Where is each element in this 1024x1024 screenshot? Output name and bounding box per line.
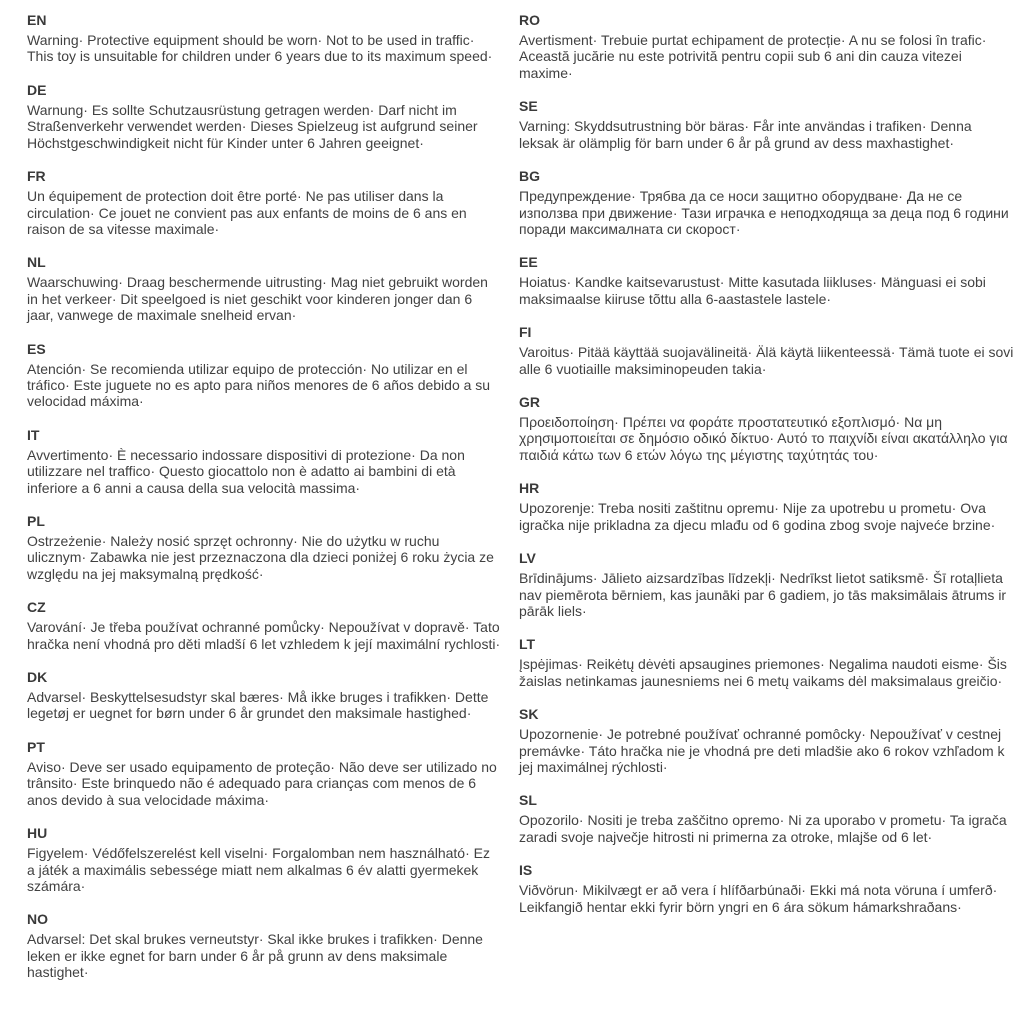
language-code: EE — [519, 254, 538, 271]
language-code: IT — [27, 426, 40, 443]
warning-text: Brīdinājums· Jālieto aizsardzības līdzekļi· Nedrīkst lietot satiksmē· Šī rotaļlieta nav piemērota bērniem, kas jaunāki par 6 gadiem, jo tās maksimālais ātrums ir pārāk liels· — [519, 570, 1007, 619]
language-section-lt — [519, 636, 1014, 689]
warning-text: Advarsel: Det skal brukes verneutstyr· Skal ikke brukes i trafikken· Denne leken er ikke egnet for barn under 6 år på grunn av dens maksimale hastighet· — [27, 931, 483, 981]
warning-text: Varoitus· Pitää käyttää suojavälineitä· Älä käytä liikenteessä· Tämä tuote ei sovi alle 6 vuotiaille maksiminopeuden takia· — [519, 344, 1014, 377]
warning-text: Upozornenie· Je potrebné používať ochranné pomôcky· Nepoužívať v cestnej premávke· Táto hračka nie je vhodná pre deti mladšie ako 6 rokov vzhľadom k jej maximálnej rýchlosti· — [519, 726, 1005, 775]
language-code: PT — [27, 738, 45, 755]
language-code: SL — [519, 792, 537, 809]
language-section-nl — [27, 254, 501, 323]
warning-text: Figyelem· Védőfelszerelést kell viselni· Forgalomban nem használható· Ez a játék a maximális sebessége miatt nem alkalmas 6 év alatti gyermekek számára· — [27, 845, 490, 894]
language-code: EN — [27, 12, 47, 28]
warning-text: Προειδοποίηση· Πρέπει να φοράτε προστατευτικό εξοπλισμό· Να μη χρησιμοποιείται σε δημόσιο οδικό δίκτυο· Αυτό το παιχνίδι είναι ακατάλληλο για παιδιά κάτω των 6 ετών λόγω της μέγιστης ταχύτητάς του· — [519, 414, 1008, 463]
language-section-fr — [27, 168, 501, 237]
warning-text: Opozorilo· Nositi je treba zaščitno opremo· Ni za uporabo v prometu· Ta igrača zaradi svoje največje hitrosti ni primerna za otroke, mlajše od 6 let· — [519, 812, 1007, 845]
warning-text: Avvertimento· È necessario indossare dispositivi di protezione· Da non utilizzare nel traffico· Questo giocattolo non è adatto ai bambini di età inferiore a 6 anni a causa della sua velocità massima· — [27, 446, 465, 496]
language-section-pl — [27, 513, 501, 582]
language-section-lv — [519, 550, 1014, 619]
language-code: DK — [27, 669, 48, 685]
language-code: LV — [519, 550, 536, 567]
warning-text: Hoiatus· Kandke kaitsevarustust· Mitte kasutada liikluses· Mänguasi ei sobi maksimaalse kiiruse tõttu alla 6-aastastele lastele· — [519, 274, 986, 307]
warning-text: Įspėjimas· Reikėtų dėvėti apsaugines priemones· Negalima naudoti eisme· Šis žaislas netinkamas jaunesniems nei 6 metų vaikams dėl maksimalaus greičio· — [519, 656, 1007, 689]
language-code: NL — [27, 254, 46, 271]
warning-text: Warning· Protective equipment should be worn· Not to be used in traffic· This toy is unsuitable for children under 6 years due to its maximum speed· — [27, 32, 493, 65]
warning-text: Warnung· Es sollte Schutzausrüstung getragen werden· Darf nicht im Straßenverkehr verwendet werden· Dieses Spielzeug ist aufgrund seiner Höchstgeschwindigkeit nicht für Kinder unter 6 Jahren geeignet· — [27, 101, 478, 151]
language-section-dk — [27, 669, 501, 722]
language-code: HU — [27, 825, 48, 842]
language-code: RO — [519, 12, 540, 28]
language-section-hu — [27, 825, 501, 894]
language-code: IS — [519, 862, 533, 879]
language-section-gr — [519, 394, 1014, 463]
language-section-no — [27, 911, 501, 980]
right-column — [519, 12, 1014, 998]
language-code: CZ — [27, 599, 46, 616]
warning-text: Atención· Se recomienda utilizar equipo de protección· No utilizar en el tráfico· Este juguete no es apto para niños menores de 6 años debido a su velocidad máxima· — [27, 360, 491, 410]
warning-text: Avertisment· Trebuie purtat echipament de protecție· A nu se folosi în trafic· Această jucărie nu este potrivită pentru copii sub 6 ani din cauza vitezei maxime· — [519, 32, 987, 81]
language-section-fi — [519, 324, 1014, 377]
language-code: FR — [27, 168, 46, 185]
language-section-sk — [519, 706, 1014, 775]
warning-text: Un équipement de protection doit être porté· Ne pas utiliser dans la circulation· Ce jouet ne convient pas aux enfants de moins de 6 ans en raison de sa vitesse maximale· — [27, 188, 467, 237]
language-section-hr — [519, 480, 1014, 533]
language-section-it — [27, 427, 501, 496]
language-code: DE — [27, 81, 47, 98]
language-section-de — [27, 82, 501, 151]
warning-text: Aviso· Deve ser usado equipamento de proteção· Não deve ser utilizado no trânsito· Este brinquedo não é adequado para crianças com menos de 6 anos devido à sua velocidade máxima· — [27, 758, 497, 808]
language-code: FI — [519, 324, 532, 341]
language-code: HR — [519, 480, 540, 497]
language-section-pt — [27, 739, 501, 808]
language-code: BG — [519, 168, 540, 185]
warning-text: Waarschuwing· Draag beschermende uitrusting· Mag niet gebruikt worden in het verkeer· Dit speelgoed is niet geschikt voor kinderen jonger dan 6 jaar, vanwege de maximale snelheid ervan· — [27, 274, 488, 324]
language-code: GR — [519, 393, 540, 410]
warning-text: Предупреждение· Трябва да се носи защитно оборудване· Да не се използва при движение· Тази играчка е неподходяща за деца под 6 години поради максималната си скорост· — [519, 188, 1009, 237]
language-code: PL — [27, 512, 45, 529]
language-code: SE — [519, 98, 538, 115]
language-section-en — [27, 12, 501, 65]
language-section-se — [519, 98, 1014, 151]
warning-text: Varování· Je třeba používat ochranné pomůcky· Nepoužívat v dopravě· Tato hračka není vhodná pro děti mladší 6 let vzhledem k její maximální rychlosti· — [27, 619, 501, 652]
language-section-bg — [519, 168, 1014, 237]
warning-text: Varning: Skyddsutrustning bör bäras· Får inte användas i trafiken· Denna leksak är olämplig för barn under 6 år på grund av dess maxhastighet· — [519, 118, 972, 151]
language-code: NO — [27, 911, 48, 928]
language-code: SK — [519, 706, 539, 723]
language-code: LT — [519, 636, 536, 653]
language-section-sl — [519, 792, 1014, 845]
language-section-ee — [519, 254, 1014, 307]
warning-text: Viðvörun· Mikilvægt er að vera í hlífðarbúnaði· Ekki má nota vöruna í umferð· Leikfangið hentar ekki fyrir börn yngri en 6 ára sökum hámarkshraðans· — [519, 882, 998, 915]
warning-text: Advarsel· Beskyttelsesudstyr skal bæres· Må ikke bruges i trafikken· Dette legetøj er uegnet for børn under 6 år grundet den maksimale hastighed· — [27, 689, 489, 722]
language-section-is — [519, 862, 1014, 915]
language-section-es — [27, 341, 501, 410]
warning-text: Ostrzeżenie· Należy nosić sprzęt ochronny· Nie do użytku w ruchu ulicznym· Zabawka nie jest przeznaczona dla dzieci poniżej 6 roku życia ze względu na jej maksymalną prędkość· — [27, 533, 494, 582]
warning-text: Upozorenje: Treba nositi zaštitnu opremu· Nije za upotrebu u prometu· Ova igračka nije prikladna za djecu mlađu od 6 godina zbog svoje najveće brzine· — [519, 500, 996, 533]
language-code: ES — [27, 340, 46, 357]
language-section-cz — [27, 599, 501, 652]
language-section-ro — [519, 12, 1014, 81]
left-column — [27, 12, 501, 998]
